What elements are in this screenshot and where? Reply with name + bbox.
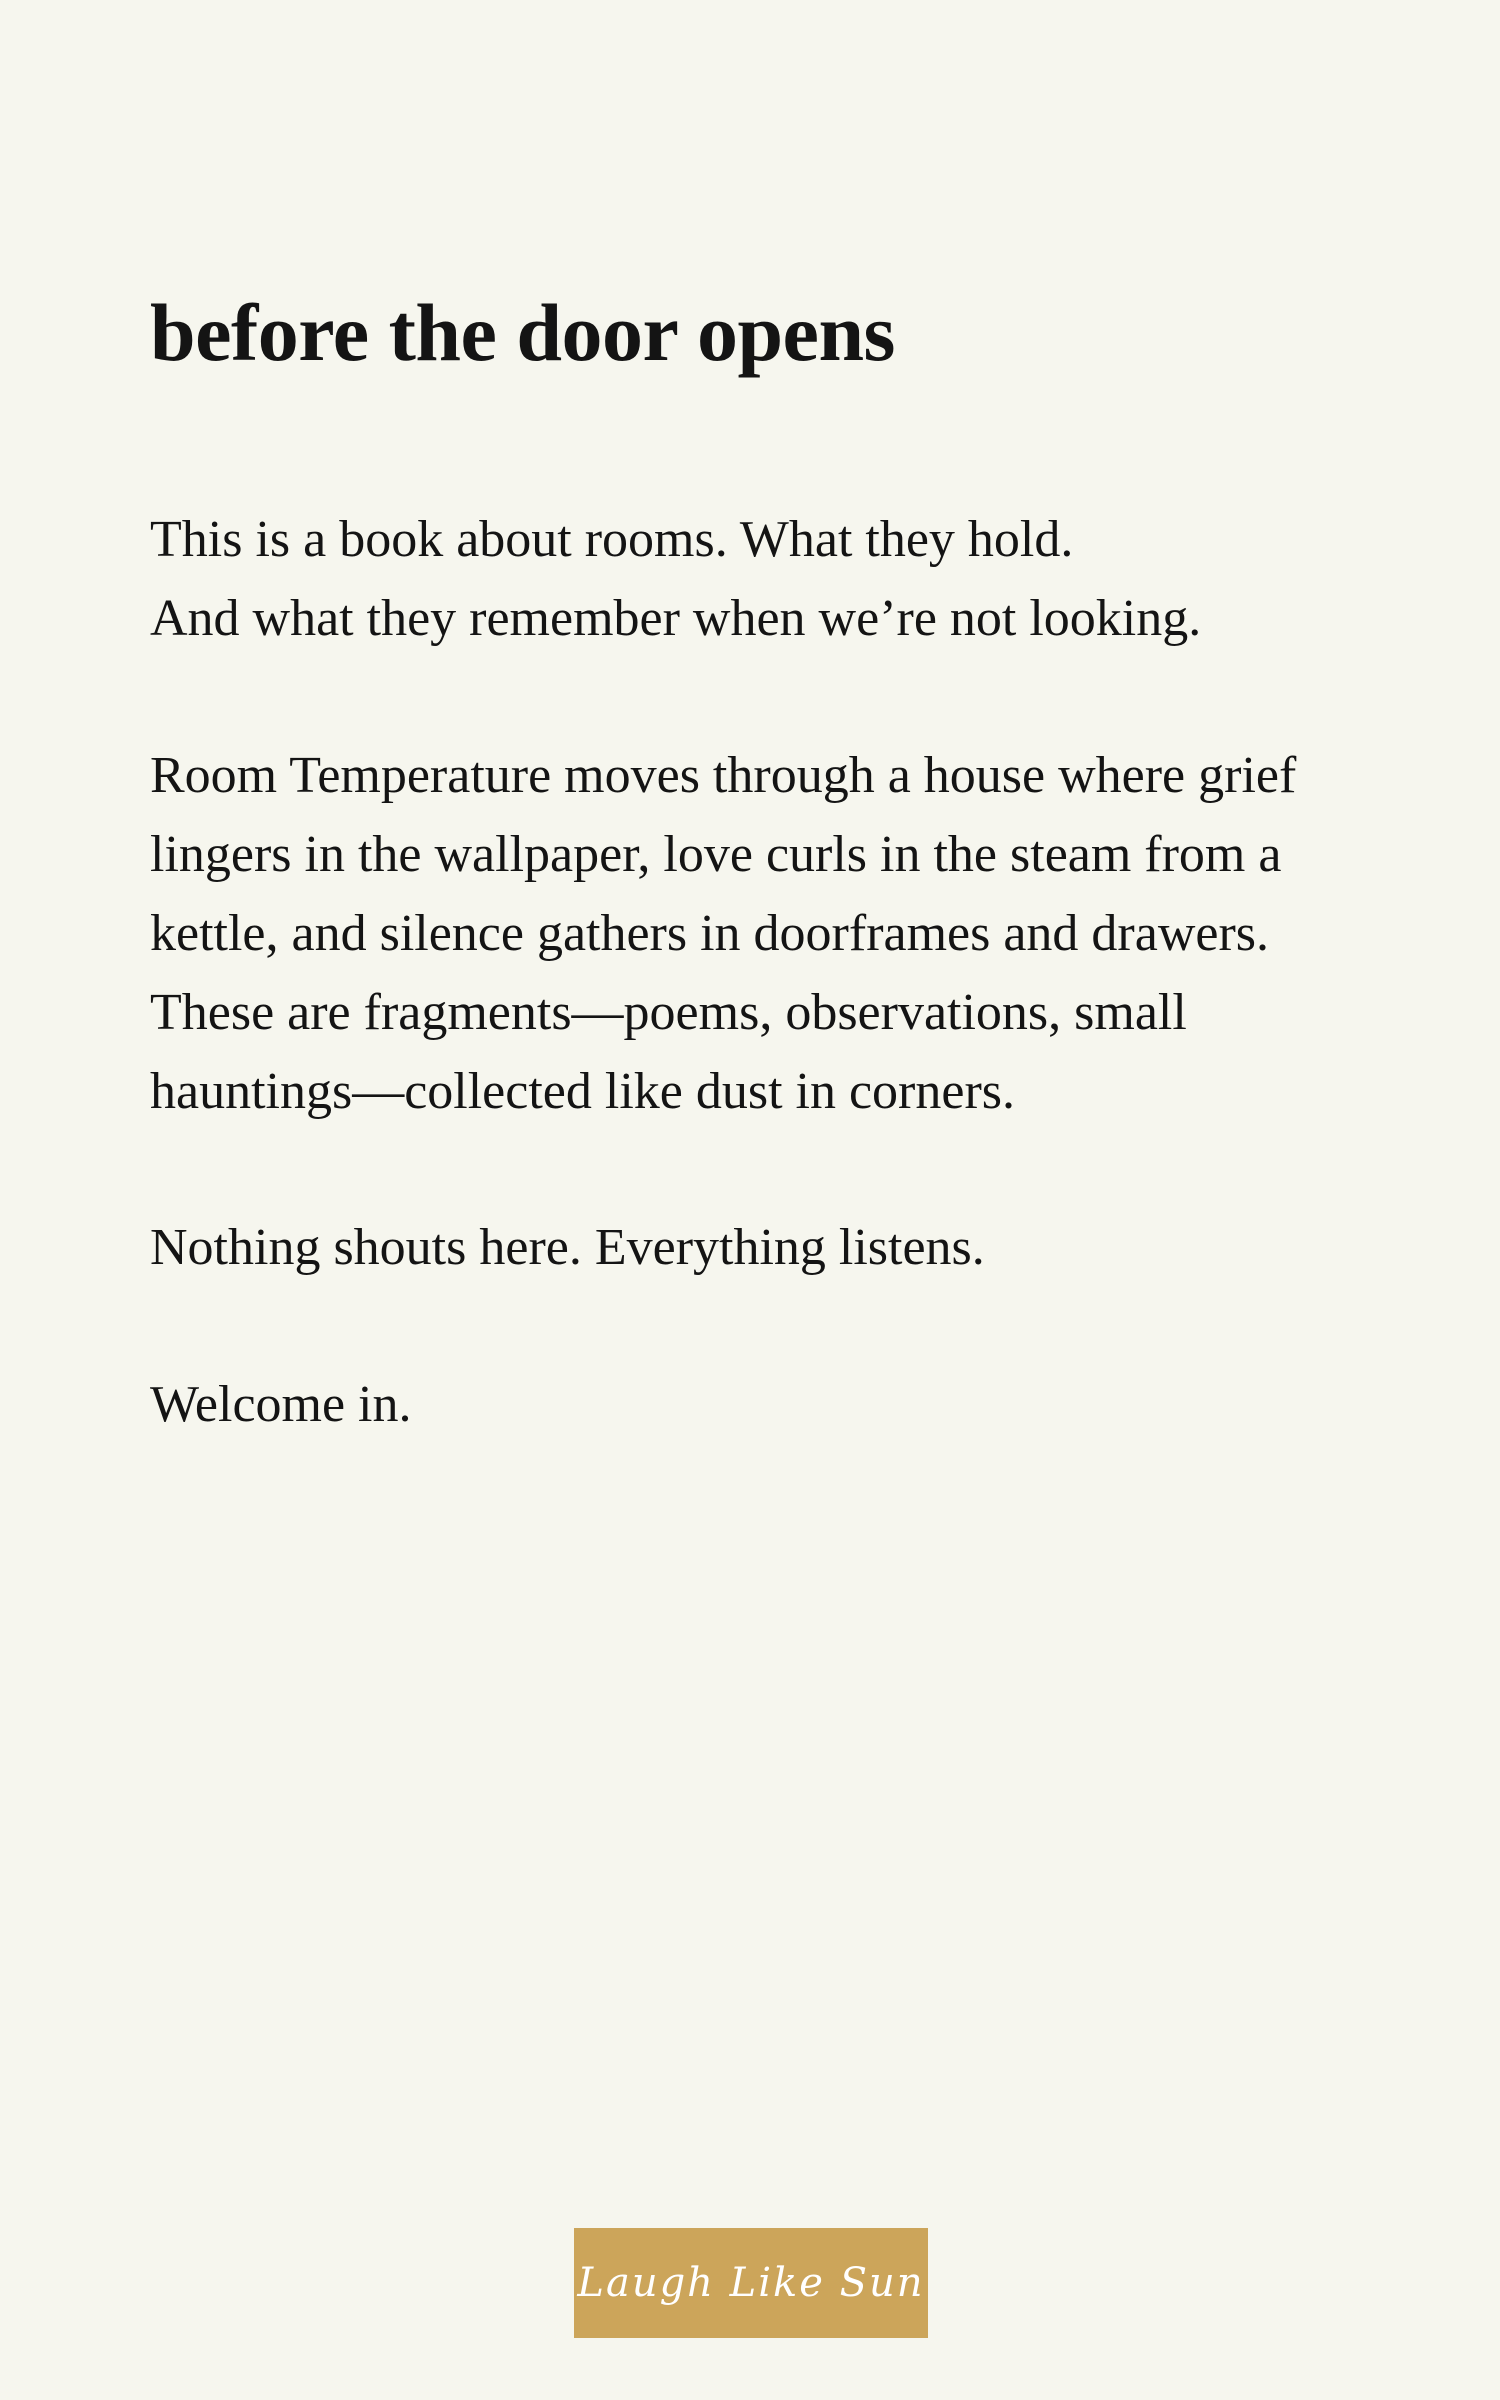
page-title: before the door opens	[150, 287, 895, 378]
intro-paragraph	[150, 500, 1201, 658]
paragraph-line: lingers in the wallpaper, love curls in the steam from a	[150, 826, 1282, 883]
paragraph-line: Welcome in.	[150, 1376, 412, 1433]
paragraph-line: These are fragments—poems, observations, small	[150, 984, 1187, 1041]
paragraph-line: Nothing shouts here. Everything listens.	[150, 1219, 985, 1276]
paragraph-line: Room Temperature moves through a house where grief	[150, 747, 1297, 804]
paragraph-line: kettle, and silence gathers in doorframes and drawers.	[150, 905, 1270, 962]
publisher-logo	[574, 2228, 928, 2338]
quiet-paragraph	[150, 1208, 985, 1287]
paragraph-line: This is a book about rooms. What they hold.	[150, 511, 1074, 568]
publisher-logo-text: Laugh Like Sun	[577, 2260, 925, 2306]
welcome-paragraph	[150, 1365, 412, 1444]
paragraph-line: And what they remember when we’re not looking.	[150, 590, 1202, 647]
paragraph-line: hauntings—collected like dust in corners.	[150, 1063, 1016, 1120]
description-paragraph	[150, 736, 1296, 1131]
